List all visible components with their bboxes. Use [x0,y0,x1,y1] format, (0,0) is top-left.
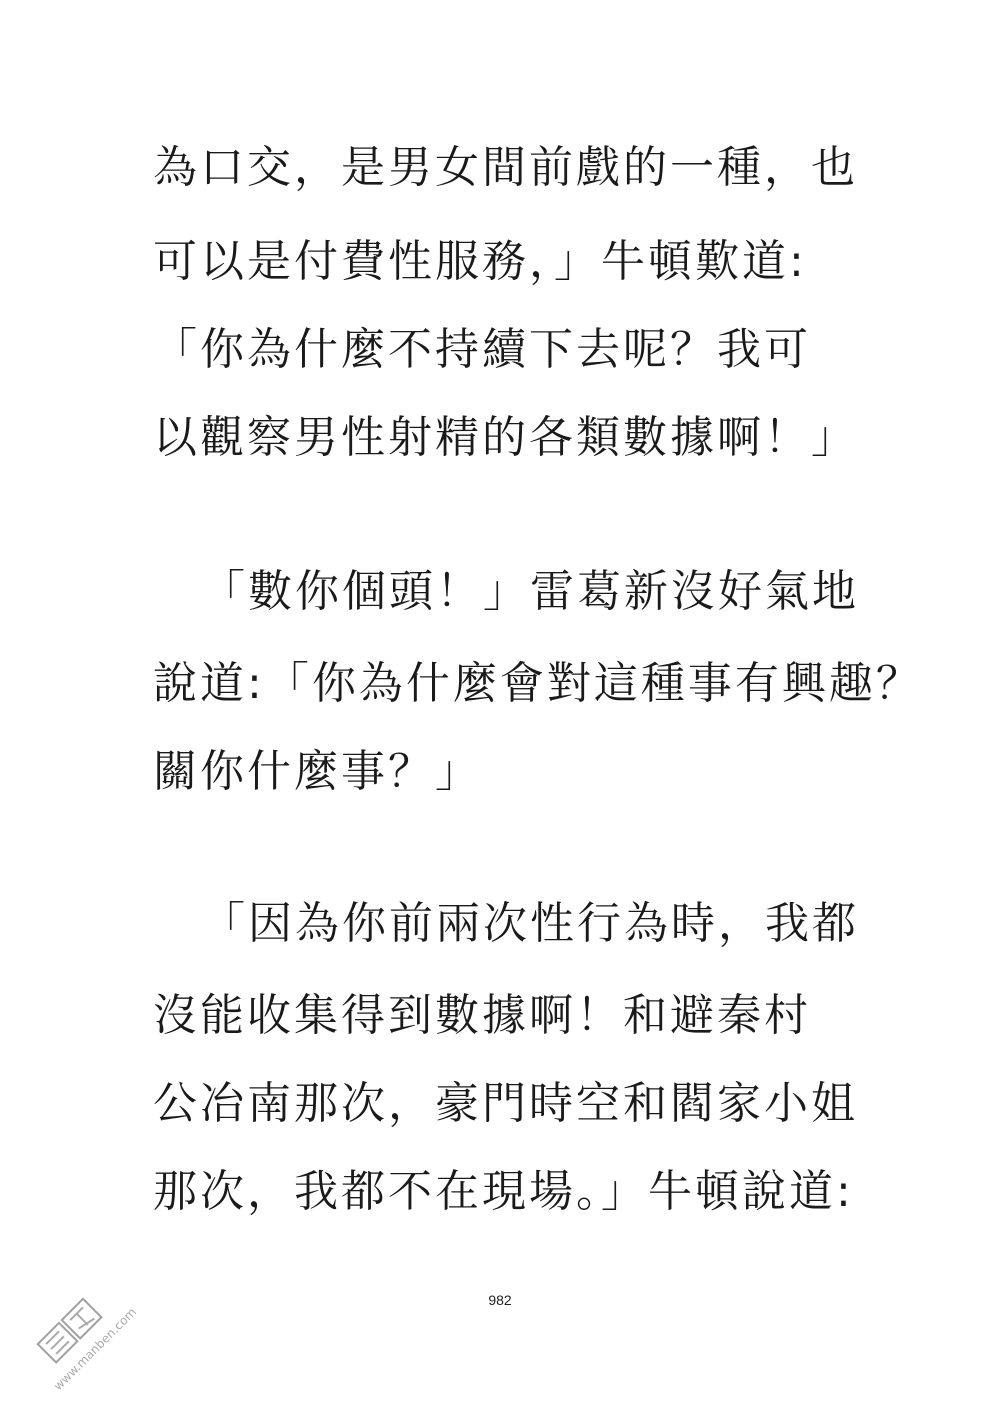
text-line-5: 「數你個頭！」雷葛新沒好氣地 [201,566,859,617]
text-line-3: 「你為什麼不持續下去呢？我可 [153,324,811,375]
text-line-4: 以觀察男性射精的各類數據啊！」 [153,412,858,463]
text-line-7: 關你什麼事？」 [153,746,482,797]
text-line-6: 說道:「你為什麼會對這種事有興趣？ [153,658,923,709]
svg-text:www.manben.com: www.manben.com [50,1304,140,1394]
text-line-8: 「因為你前兩次性行為時，我都 [201,898,859,949]
watermark-logo [8,1262,158,1412]
text-line-1: 為口交，是男女間前戲的一種，也 [153,142,858,193]
text-line-2: 可以是付費性服務，」牛頓歎道: [153,236,807,287]
page-number: 982 [488,1292,512,1308]
text-line-10: 公冶南那次，豪門時空和閻家小姐 [153,1078,858,1129]
text-line-11: 那次，我都不在現場。」牛頓說道: [153,1166,854,1217]
text-line-9: 沒能收集得到數據啊！和避秦村 [153,990,811,1041]
